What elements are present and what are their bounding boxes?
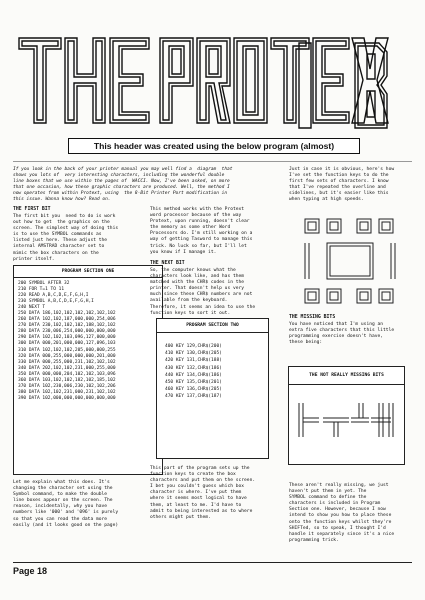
program-one-line: 370 DATA 102,230,006,230,102,102,206 <box>18 383 116 389</box>
right-intro-text: Just in case it is obvious, here's how I've set the function keys to do the first few sets of characters. I know that I've repeated the overline and sidelines, but it's easier like this when typing at high speeds. <box>289 167 395 203</box>
program-two-line: 450 KEY 135,CHR$(201) <box>165 380 222 386</box>
program-two-line: 400 KEY 129,CHR$(200) <box>165 344 222 349</box>
program-two-title: PROGRAM SECTION TWO <box>157 319 268 333</box>
program-two-line: 410 KEY 130,CHR$(205) <box>165 351 222 357</box>
program-two-line: 470 KEY 137,CHR$(187) <box>165 394 222 400</box>
first-bit-text: The first bit you need to do is work out how to get the graphics on the screen. The simplest way of doing this is to use the SYMBOL commands as listed just here. These adjust the internal AMSTRAD character set to mimic the box characters on the printer itself. <box>13 214 119 262</box>
program-two-line: 430 KEY 132,CHR$(186) <box>165 365 222 371</box>
program-one-box <box>13 265 163 475</box>
program-two-listing <box>157 333 268 411</box>
program-one-line: 260 DATA 102,102,187,000,000,254,006 <box>18 317 116 323</box>
program-two-line: 440 KEY 134,CHR$(186) <box>165 372 222 378</box>
title-box-word-lettering <box>295 38 413 133</box>
program-one-line: 270 DATA 230,102,102,102,188,102,102 <box>18 323 116 329</box>
page-number: Page 18 <box>13 566 48 576</box>
heading-next-bit: THE NEXT BIT <box>150 261 185 266</box>
missing-bits-text: You have noticed that I'm using an extra five characters that this little programming exercise doesn't have, these being: <box>289 322 395 346</box>
program-one-line: 280 DATA 230,006,254,000,000,000,000 <box>18 329 116 335</box>
program-one-line: 320 DATA 000,255,000,000,000,201,000 <box>18 353 116 359</box>
program-one-line: 290 DATA 102,102,103,096,127,000,000 <box>18 335 116 341</box>
program-two-line: 460 KEY 136,CHR$(205) <box>165 387 222 393</box>
missing-bits-title: THE NOT REALLY MISSING BITS <box>289 367 404 385</box>
program-one-line: 340 DATA 202,102,102,231,000,255,000 <box>18 365 116 371</box>
program-one-line: 380 DATA 102,102,231,000,231,102,102 <box>18 389 116 395</box>
missing-bits-box <box>288 366 405 465</box>
program-one-line: 240 NEXT T <box>18 305 46 311</box>
footer-rule <box>13 562 412 563</box>
program-two-box <box>156 318 269 459</box>
next-bit-text: So, the computer knows what the characters look like, and has them matched with the CHR$ codes in the printer. That doesn't help us very much since these CHR$ numbers are not available from the keyboard. Therefore, it seems an idea to use the function keys to sort it out. <box>150 268 256 316</box>
missing-characters-glyphs <box>289 385 402 455</box>
program-one-line: 390 DATA 102,000,000,000,000,000,000 <box>18 395 116 401</box>
closing-text: These aren't really missing, we just haven't put them in yet. The SYMBOL command to define the characters is included in Program Section one. However, because I now intend to show you how to place these onto the function keys whilst they're SHIFTed, so to speak, I thought I'd handle it separately since it's a nice programming trick. <box>289 483 395 543</box>
program-one-line: 200 SYMBOL AFTER 32 <box>18 281 70 286</box>
function-key-box-diagram <box>299 213 401 310</box>
middle-text: This method works with the Protext word processor because of the way Protext, upon running, doesn't clear the memory as some other Word Processors do. I'm still working on a way of getting Tasword to manage this trick. No luck so far, but I'll let you know if I manage it. <box>150 207 253 255</box>
banner-rule <box>13 161 412 162</box>
after-program-two-text: This part of the program sets up the function keys to create the box characters and put them on the screen. I bet you couldn't guess which box character is where. I've put them where it seems most logical to have them, at least to me. I'd have to admit to being interested as to where others might put them. <box>150 466 256 520</box>
program-one-line: 250 DATA 186,102,102,102,102,102,102 <box>18 311 116 317</box>
program-one-line: 310 DATA 102,102,102,205,000,000,255 <box>18 347 116 353</box>
heading-missing-bits: THE MISSING BITS <box>289 315 336 320</box>
after-program-one-text: Let me explain what this does. It's changing the character set using the Symbol command, to make the double line boxes appear on the screen. The reason, incidentally, why you have numbers like '000' and '096' is purely so that you can read the data more easily (and it looks good on the page) <box>13 480 119 528</box>
program-one-line: 230 SYMBOL A,B,C,D,E,F,G,H,I <box>18 299 94 305</box>
banner-subtitle: This header was created using the below program (almost) <box>68 138 360 154</box>
program-one-line: 330 DATA 000,255,000,231,102,102,102 <box>18 359 116 365</box>
program-one-listing <box>14 278 162 405</box>
intro-text: If you look in the back of your printer manual you may well find a diagram that shows you lots of very interesting characters, including the wonderful double line boxes that we use within the pages of WACCI. Now, I've been asked, on more that one occasion, how these graphic characters are produced. Well, the method I now operates from within Protext, using the 8-Bit Printer Port modification in this issue. Wanna know how? Read on. <box>13 167 233 203</box>
program-one-line: 210 FOR T=1 TO 11 <box>18 287 65 293</box>
program-one-line: 360 DATA 103,102,102,182,102,185,102 <box>18 377 116 383</box>
program-one-title: PROGRAM SECTION ONE <box>14 266 162 278</box>
program-one-line: 220 READ A,B,C,D,E,F,G,H,I <box>18 293 89 299</box>
heading-first-bit: THE FIRST BIT <box>13 207 51 212</box>
program-two-line: 420 KEY 131,CHR$(188) <box>165 358 222 364</box>
program-one-line: 350 DATA 000,000,204,102,102,103,096 <box>18 371 116 377</box>
program-one-line: 300 DATA 000,201,000,000,127,096,103 <box>18 341 116 347</box>
